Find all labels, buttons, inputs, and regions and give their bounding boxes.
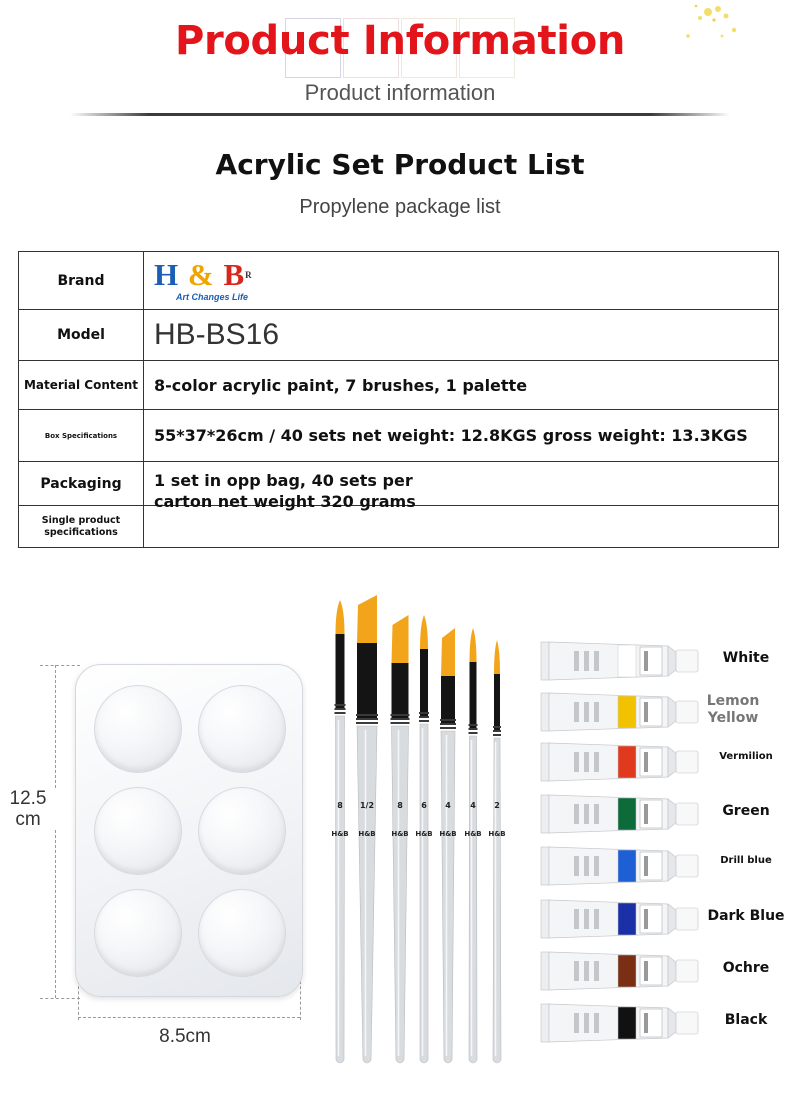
tube-color-band: [618, 645, 636, 677]
tube-label: [640, 957, 662, 985]
brush-bristle: [392, 615, 409, 663]
tube-shoulder: [668, 646, 676, 676]
tube-label-print: [644, 752, 648, 772]
paint-tube: [540, 691, 700, 733]
paint-tube: [540, 793, 700, 835]
tube-print: [584, 651, 589, 671]
paint-tube: [540, 950, 700, 992]
tube-print: [594, 651, 599, 671]
tube-cap: [676, 908, 698, 930]
brush-size-label: 1/2: [359, 801, 375, 810]
tube-print: [584, 752, 589, 772]
tube-cap: [676, 650, 698, 672]
brush: [488, 640, 505, 1063]
logo-tagline: Art Changes Life: [176, 291, 249, 302]
tube-label: [640, 698, 662, 726]
tube-cap: [676, 701, 698, 723]
tube-print: [574, 1013, 579, 1033]
palette-well: [94, 787, 182, 875]
brush-handle: [420, 724, 428, 1063]
tube-print: [594, 752, 599, 772]
tube-shoulder: [668, 956, 676, 986]
spec-table: [18, 251, 779, 548]
brush-crimp: [493, 726, 501, 728]
material-value: 8-color acrylic paint, 7 brushes, 1 palette: [154, 375, 528, 395]
material-label: Material Content: [23, 377, 139, 392]
brush-ferrule: [357, 643, 377, 720]
brush: [391, 615, 410, 1063]
tube-shoulder: [668, 851, 676, 881]
palette-well: [198, 787, 286, 875]
table-row-material: [19, 361, 778, 410]
table-row-box-spec: [19, 410, 778, 462]
tube-print: [584, 1013, 589, 1033]
tube-color-band: [618, 746, 636, 778]
tube-label-print: [644, 856, 648, 876]
tube-label: [640, 647, 662, 675]
tube-cap: [676, 803, 698, 825]
tube-print: [594, 961, 599, 981]
brush-crimp: [335, 704, 346, 706]
brush-crimp: [391, 714, 410, 716]
brush-ferrule: [392, 663, 409, 720]
palette-well: [94, 685, 182, 773]
brush-handle: [441, 731, 455, 1063]
brush-brand-label: H&B: [331, 830, 349, 838]
brush-size-label: 6: [421, 801, 427, 810]
tube-label: [640, 1009, 662, 1037]
tube-print: [594, 909, 599, 929]
tube-print: [584, 702, 589, 722]
brush-bristle: [441, 628, 455, 676]
section-subtitle: Propylene package list: [299, 196, 501, 218]
brush-size-label: 4: [445, 801, 451, 810]
tube-print: [574, 909, 579, 929]
brush-crimp: [419, 716, 429, 718]
brush-crimp: [469, 728, 478, 730]
tube-shoulder: [668, 1008, 676, 1038]
tube-color-band: [618, 903, 636, 935]
tube-color-name: Lemon Yellow: [706, 693, 760, 726]
brush: [439, 628, 456, 1063]
tube-crimp: [541, 847, 549, 885]
brush-brand-label: H&B: [439, 830, 457, 838]
tube-label-print: [644, 702, 648, 722]
tube-label-print: [644, 909, 648, 929]
brush-set-image: [322, 590, 522, 1070]
brush-crimp: [469, 724, 478, 726]
brush-ferrule: [470, 662, 477, 730]
tube-print: [584, 961, 589, 981]
tube-shoulder: [668, 697, 676, 727]
single-spec-label: Single product specifications: [41, 515, 121, 538]
tube-print: [574, 961, 579, 981]
tube-crimp: [541, 642, 549, 680]
tube-print: [574, 702, 579, 722]
tube-print: [584, 856, 589, 876]
brush-ferrule: [494, 674, 500, 732]
brush-handle: [392, 726, 409, 1063]
tube-print: [594, 1013, 599, 1033]
table-row-model: [19, 310, 778, 361]
brush-crimp: [419, 720, 429, 722]
brush-brand-label: H&B: [464, 830, 482, 838]
header-divider: [70, 113, 730, 116]
brush-handle: [357, 726, 377, 1063]
paint-tube: [540, 640, 700, 682]
tube-label-print: [644, 804, 648, 824]
registered-mark: R: [245, 269, 253, 280]
tube-color-name: Vermilion: [719, 751, 773, 762]
model-label: Model: [57, 327, 105, 343]
table-row-brand: [19, 252, 778, 310]
tube-label: [640, 905, 662, 933]
brush-crimp: [469, 732, 478, 734]
tube-shoulder: [668, 747, 676, 777]
brush-handle: [493, 738, 501, 1063]
tube-print: [594, 804, 599, 824]
tube-print: [574, 651, 579, 671]
paint-tube: [540, 898, 700, 940]
tube-label-print: [644, 651, 648, 671]
tube-label: [640, 748, 662, 776]
brush-ferrule: [420, 649, 428, 718]
tube-color-band: [618, 798, 636, 830]
brush-crimp: [391, 718, 410, 720]
brush-size-label: 2: [494, 801, 500, 810]
brush-size-label: 8: [337, 801, 343, 810]
box-spec-label: Box Specifications: [44, 431, 118, 440]
brush-crimp: [493, 730, 501, 732]
packaging-value: 1 set in opp bag, 40 sets per carton net weight 320 grams: [154, 471, 416, 511]
tube-label-print: [644, 961, 648, 981]
tube-label: [640, 800, 662, 828]
model-value: HB-BS16: [154, 318, 280, 351]
paint-tube: [540, 1002, 700, 1044]
packaging-label: Packaging: [40, 475, 122, 492]
brush-size-label: 4: [470, 801, 476, 810]
tube-color-name: Green: [722, 803, 770, 819]
brush-crimp: [493, 734, 501, 736]
tube-cap: [676, 960, 698, 982]
brush: [464, 628, 481, 1063]
tube-crimp: [541, 1004, 549, 1042]
palette-height-label: 12.5 cm: [0, 788, 56, 830]
brush-crimp: [440, 719, 456, 721]
page-header: [0, 0, 800, 125]
tube-color-name: White: [722, 650, 770, 666]
tube-shoulder: [668, 904, 676, 934]
palette-width-label: 8.5cm: [159, 1026, 211, 1047]
brush-bristle: [336, 600, 345, 634]
brush-brand-label: H&B: [488, 830, 506, 838]
dimension-tick: [40, 998, 80, 999]
tube-print: [574, 752, 579, 772]
tube-color-band: [618, 1007, 636, 1039]
height-dimension-line: [55, 665, 56, 998]
tube-print: [584, 804, 589, 824]
brush-crimp: [391, 722, 410, 724]
tube-cap: [676, 751, 698, 773]
brush-crimp: [335, 712, 346, 714]
tube-crimp: [541, 900, 549, 938]
brush-bristle: [494, 640, 500, 674]
brush: [331, 600, 348, 1063]
brush-crimp: [356, 722, 378, 724]
brush-handle: [469, 736, 477, 1063]
tube-shoulder: [668, 799, 676, 829]
tube-print: [574, 804, 579, 824]
brush-crimp: [356, 714, 378, 716]
tube-color-band: [618, 696, 636, 728]
brush: [415, 615, 432, 1063]
brush-size-label: 8: [397, 801, 403, 810]
brush-handle: [336, 716, 345, 1063]
brush-crimp: [335, 708, 346, 710]
tube-label: [640, 852, 662, 880]
palette-image: [75, 664, 303, 997]
brush-crimp: [440, 727, 456, 729]
brush: [356, 595, 378, 1063]
paint-tube: [540, 741, 700, 783]
tube-crimp: [541, 952, 549, 990]
tube-print: [594, 856, 599, 876]
brush-bristle: [357, 595, 377, 643]
tube-print: [574, 856, 579, 876]
tube-color-name: Ochre: [722, 960, 770, 976]
tube-cap: [676, 855, 698, 877]
brush-ferrule: [336, 634, 345, 710]
tube-color-name: Drill blue: [720, 855, 772, 866]
tube-color-band: [618, 850, 636, 882]
brand-label: Brand: [57, 272, 105, 289]
tube-print: [584, 909, 589, 929]
tube-color-name: Black: [724, 1012, 768, 1028]
tube-crimp: [541, 693, 549, 731]
page-subtitle: Product information: [304, 80, 496, 105]
brand-logo: H & $B^R$ Art Changes Life: [154, 256, 253, 302]
brush-brand-label: H&B: [415, 830, 433, 838]
brush-bristle: [470, 628, 477, 662]
palette-well: [198, 685, 286, 773]
table-row-single-spec: [19, 506, 778, 548]
brush-bristle: [420, 615, 428, 649]
brush-crimp: [356, 718, 378, 720]
tube-crimp: [541, 743, 549, 781]
brush-brand-label: H&B: [391, 830, 409, 838]
palette-well: [198, 889, 286, 977]
tube-cap: [676, 1012, 698, 1034]
paint-tube: [540, 845, 700, 887]
box-spec-value: 55*37*26cm / 40 sets net weight: 12.8KGS gross weight: 13.3KGS: [154, 426, 748, 445]
tube-color-band: [618, 955, 636, 987]
section-title: Acrylic Set Product List: [215, 148, 585, 181]
brush-crimp: [419, 712, 429, 714]
dimension-tick: [40, 665, 80, 666]
tube-label-print: [644, 1013, 648, 1033]
brush-ferrule: [441, 676, 455, 725]
width-dimension-line: [78, 1017, 300, 1018]
brush-crimp: [440, 723, 456, 725]
palette-well: [94, 889, 182, 977]
tube-crimp: [541, 795, 549, 833]
page-title: Product Information: [174, 18, 626, 64]
tube-color-name: Dark Blue: [707, 908, 785, 924]
tube-print: [594, 702, 599, 722]
brush-brand-label: H&B: [358, 830, 376, 838]
